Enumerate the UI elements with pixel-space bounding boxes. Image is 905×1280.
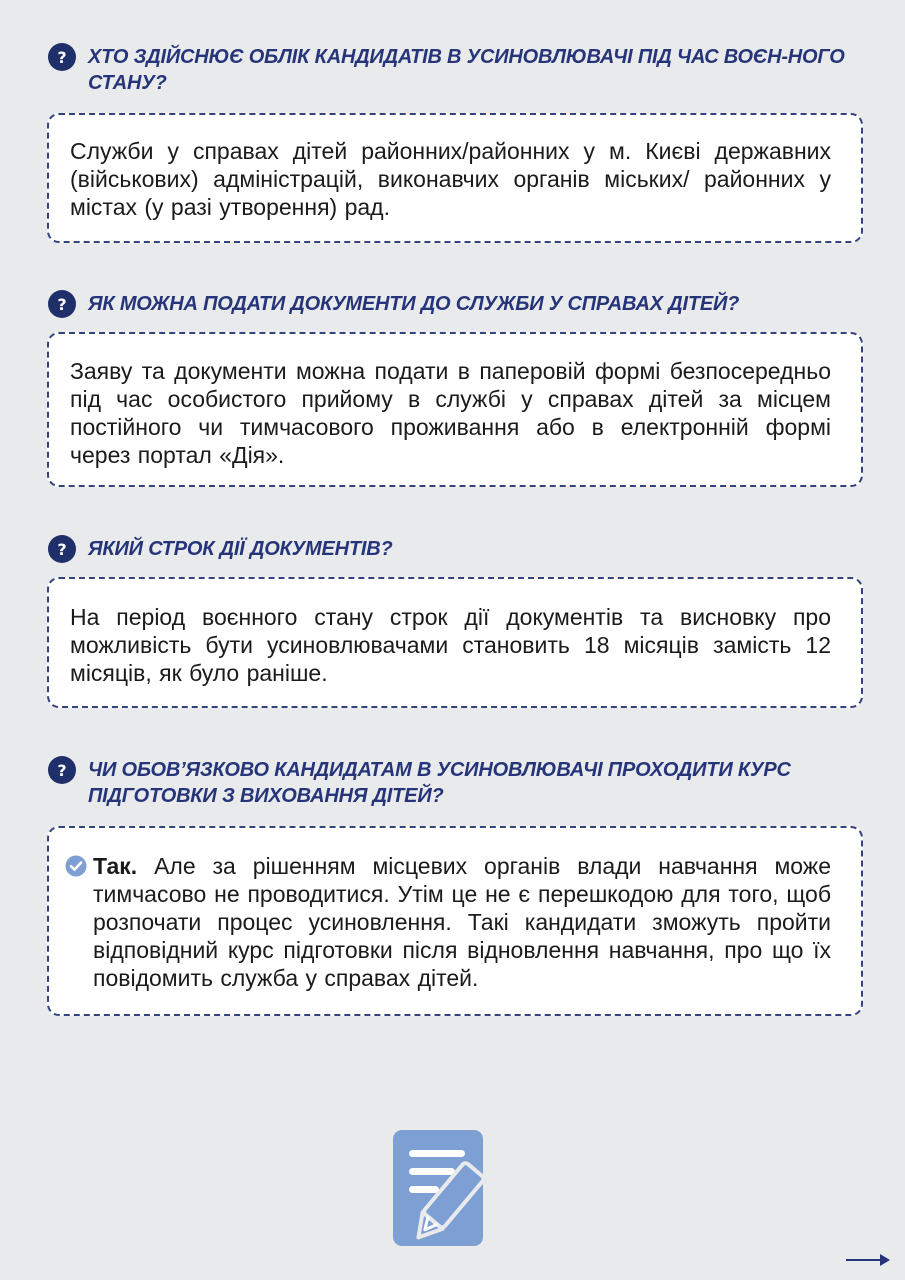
question-heading-2 [48,291,868,318]
question-circle-icon: ? [48,535,76,563]
question-text: ЯКИЙ СТРОК ДІЇ ДОКУМЕНТІВ? [88,538,393,560]
answer-body: Але за рішенням місцевих органів влади навчання може тимчасово не проводитися. Утім це не є перешкодою для того, щоб розпочати процес усиновлення. Такі кандидати зможуть пройти відповідний курс підготовки після відновлення навчання, про що їх повідомить служба у справах дітей. [93,853,831,991]
answer-text: Заяву та документи можна подати в паперовій формі безпосередньо під час особистого прийому в службі у справах дітей за місцем постійного чи тимчасового проживання або в електронній формі через портал «Дія». [70,358,831,468]
answer-text [93,852,831,992]
answer-text: Служби у справах дітей районних/районних у м. Києві державних (військових) адміністрацій, виконавчих органів міських/ районних у містах (у разі утворення) рад. [70,138,831,220]
answer-row [65,852,831,992]
answer-box-4 [47,826,863,1016]
question-circle-icon: ? [48,290,76,318]
answer-box-1 [47,113,863,243]
question-text: ЧИ ОБОВ’ЯЗКОВО КАНДИДАТАМ В УСИНОВЛЮВАЧІ ПРОХОДИТИ КУРС ПІДГОТОВКИ З ВИХОВАННЯ ДІТЕЙ? [88,759,791,807]
question-circle-icon: ? [48,756,76,784]
question-heading-1 [48,44,868,96]
question-heading-3 [48,536,868,563]
answer-text: На період воєнного стану строк дії документів та висновку про можливість бути усиновлювачами становить 18 місяців замість 12 місяців, як було раніше. [70,604,831,686]
check-circle-icon [65,855,87,877]
arrow-right-icon[interactable] [846,1253,892,1267]
answer-strong: Так. [93,853,138,879]
question-circle-icon: ? [48,43,76,71]
answer-box-2 [47,332,863,487]
document-edit-icon [393,1130,513,1248]
question-text: ЯК МОЖНА ПОДАТИ ДОКУМЕНТИ ДО СЛУЖБИ У СПРАВАХ ДІТЕЙ? [88,293,740,315]
question-text: ХТО ЗДІЙСНЮЄ ОБЛІК КАНДИДАТІВ В УСИНОВЛЮВАЧІ ПІД ЧАС ВОЄН-НОГО СТАНУ? [88,46,845,94]
answer-box-3 [47,577,863,708]
question-heading-4 [48,757,868,809]
